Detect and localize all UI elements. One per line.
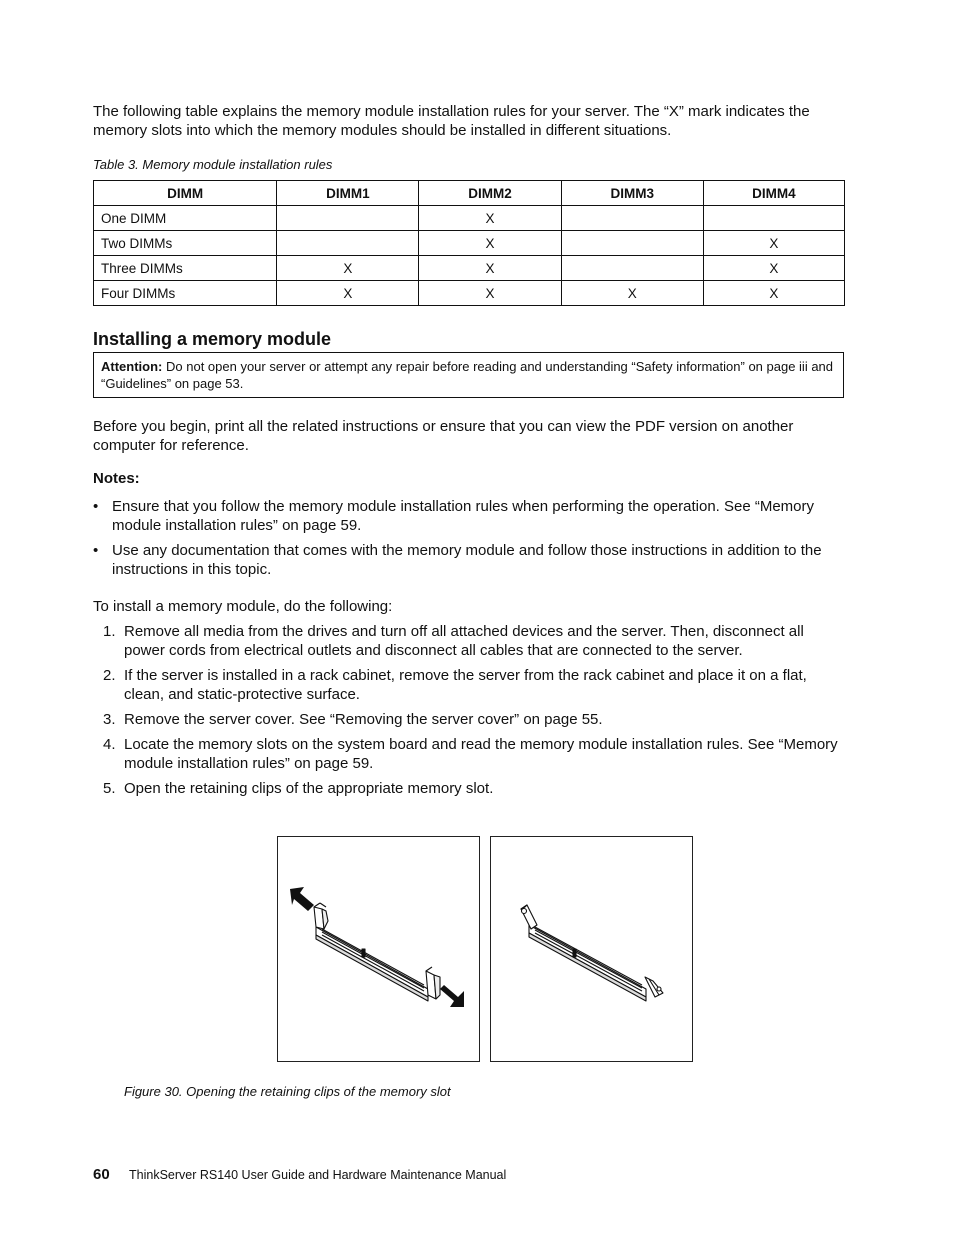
table-cell: X — [277, 281, 419, 306]
step-number: 2. — [103, 667, 116, 684]
table-cell — [277, 231, 419, 256]
table-cell: X — [419, 231, 561, 256]
table-cell — [561, 206, 703, 231]
step-number: 5. — [103, 780, 116, 797]
step-item — [93, 710, 853, 730]
step-text: Remove the server cover. See “Removing the server cover” on page 55. — [124, 711, 603, 728]
table-cell: X — [277, 256, 419, 281]
table-row — [94, 206, 845, 231]
table-cell: X — [703, 231, 844, 256]
memory-slot-clips-open-illustration — [491, 837, 692, 1061]
table-cell: X — [703, 281, 844, 306]
arrow-down-right-icon — [440, 985, 464, 1007]
table-cell: Two DIMMs — [94, 231, 277, 256]
memory-rules-table — [93, 180, 845, 306]
step-item — [93, 622, 853, 662]
bullet-icon: • — [93, 498, 99, 515]
table-cell: One DIMM — [94, 206, 277, 231]
table-row — [94, 231, 845, 256]
table-header-cell: DIMM4 — [703, 181, 844, 206]
note-item — [93, 541, 853, 581]
table-header-cell: DIMM1 — [277, 181, 419, 206]
table-cell: Four DIMMs — [94, 281, 277, 306]
footer-title: ThinkServer RS140 User Guide and Hardware Maintenance Manual — [129, 1168, 507, 1182]
step-item — [93, 666, 853, 706]
bullet-icon: • — [93, 542, 99, 559]
table-header-cell: DIMM3 — [561, 181, 703, 206]
step-number: 4. — [103, 736, 116, 753]
procedure-intro: To install a memory module, do the following: — [93, 598, 393, 615]
table-cell: X — [419, 256, 561, 281]
attention-label: Attention: — [101, 359, 163, 374]
step-text: Locate the memory slots on the system board and read the memory module installation rules. See “Memory module installation rules” on page 59. — [124, 736, 838, 772]
table-cell — [561, 231, 703, 256]
intro-paragraph: The following table explains the memory module installation rules for your server. The “X” mark indicates the memory slots into which the memory modules should be installed in different situations. — [93, 103, 810, 139]
table-caption: Table 3. Memory module installation rules — [93, 157, 333, 172]
attention-box — [93, 352, 844, 398]
table-cell: X — [561, 281, 703, 306]
figure-panel-opening — [277, 836, 480, 1062]
note-text: Use any documentation that comes with the memory module and follow those instructions in addition to the instructions in this topic. — [112, 542, 822, 578]
arrow-up-left-icon — [290, 887, 314, 911]
attention-text: Do not open your server or attempt any repair before reading and understanding “Safety information” on page iii and “Guidelines” on page 53. — [101, 359, 834, 391]
table-row — [94, 256, 845, 281]
table-cell: X — [419, 206, 561, 231]
step-number: 3. — [103, 711, 116, 728]
table-cell — [277, 206, 419, 231]
step-text: If the server is installed in a rack cabinet, remove the server from the rack cabinet and place it on a flat, clean, and static-protective surface. — [124, 667, 807, 703]
step-item — [93, 735, 853, 775]
section-heading: Installing a memory module — [93, 329, 332, 349]
table-cell — [703, 206, 844, 231]
table-cell: X — [419, 281, 561, 306]
table-cell — [561, 256, 703, 281]
step-number: 1. — [103, 623, 116, 640]
table-cell: Three DIMMs — [94, 256, 277, 281]
notes-heading: Notes: — [93, 470, 140, 487]
table-header-cell: DIMM2 — [419, 181, 561, 206]
note-item — [93, 497, 853, 537]
note-text: Ensure that you follow the memory module installation rules when performing the operation. See “Memory module installation rules” on page 59. — [112, 498, 815, 534]
table-header-cell: DIMM — [94, 181, 277, 206]
figure-caption: Figure 30. Opening the retaining clips of the memory slot — [124, 1084, 451, 1099]
figure-panel-opened — [490, 836, 693, 1062]
table-row — [94, 281, 845, 306]
page-number: 60 — [93, 1166, 110, 1183]
step-item — [93, 779, 853, 799]
table-cell: X — [703, 256, 844, 281]
table-header-row — [94, 181, 845, 206]
before-begin-paragraph: Before you begin, print all the related instructions or ensure that you can view the PDF version on another computer for reference. — [93, 418, 794, 454]
memory-slot-clips-opening-illustration — [278, 837, 479, 1061]
step-text: Open the retaining clips of the appropriate memory slot. — [124, 780, 494, 797]
step-text: Remove all media from the drives and turn off all attached devices and the server. Then, disconnect all power cords from electrical outlets and disconnect all cables that are connected to the server. — [124, 623, 804, 659]
